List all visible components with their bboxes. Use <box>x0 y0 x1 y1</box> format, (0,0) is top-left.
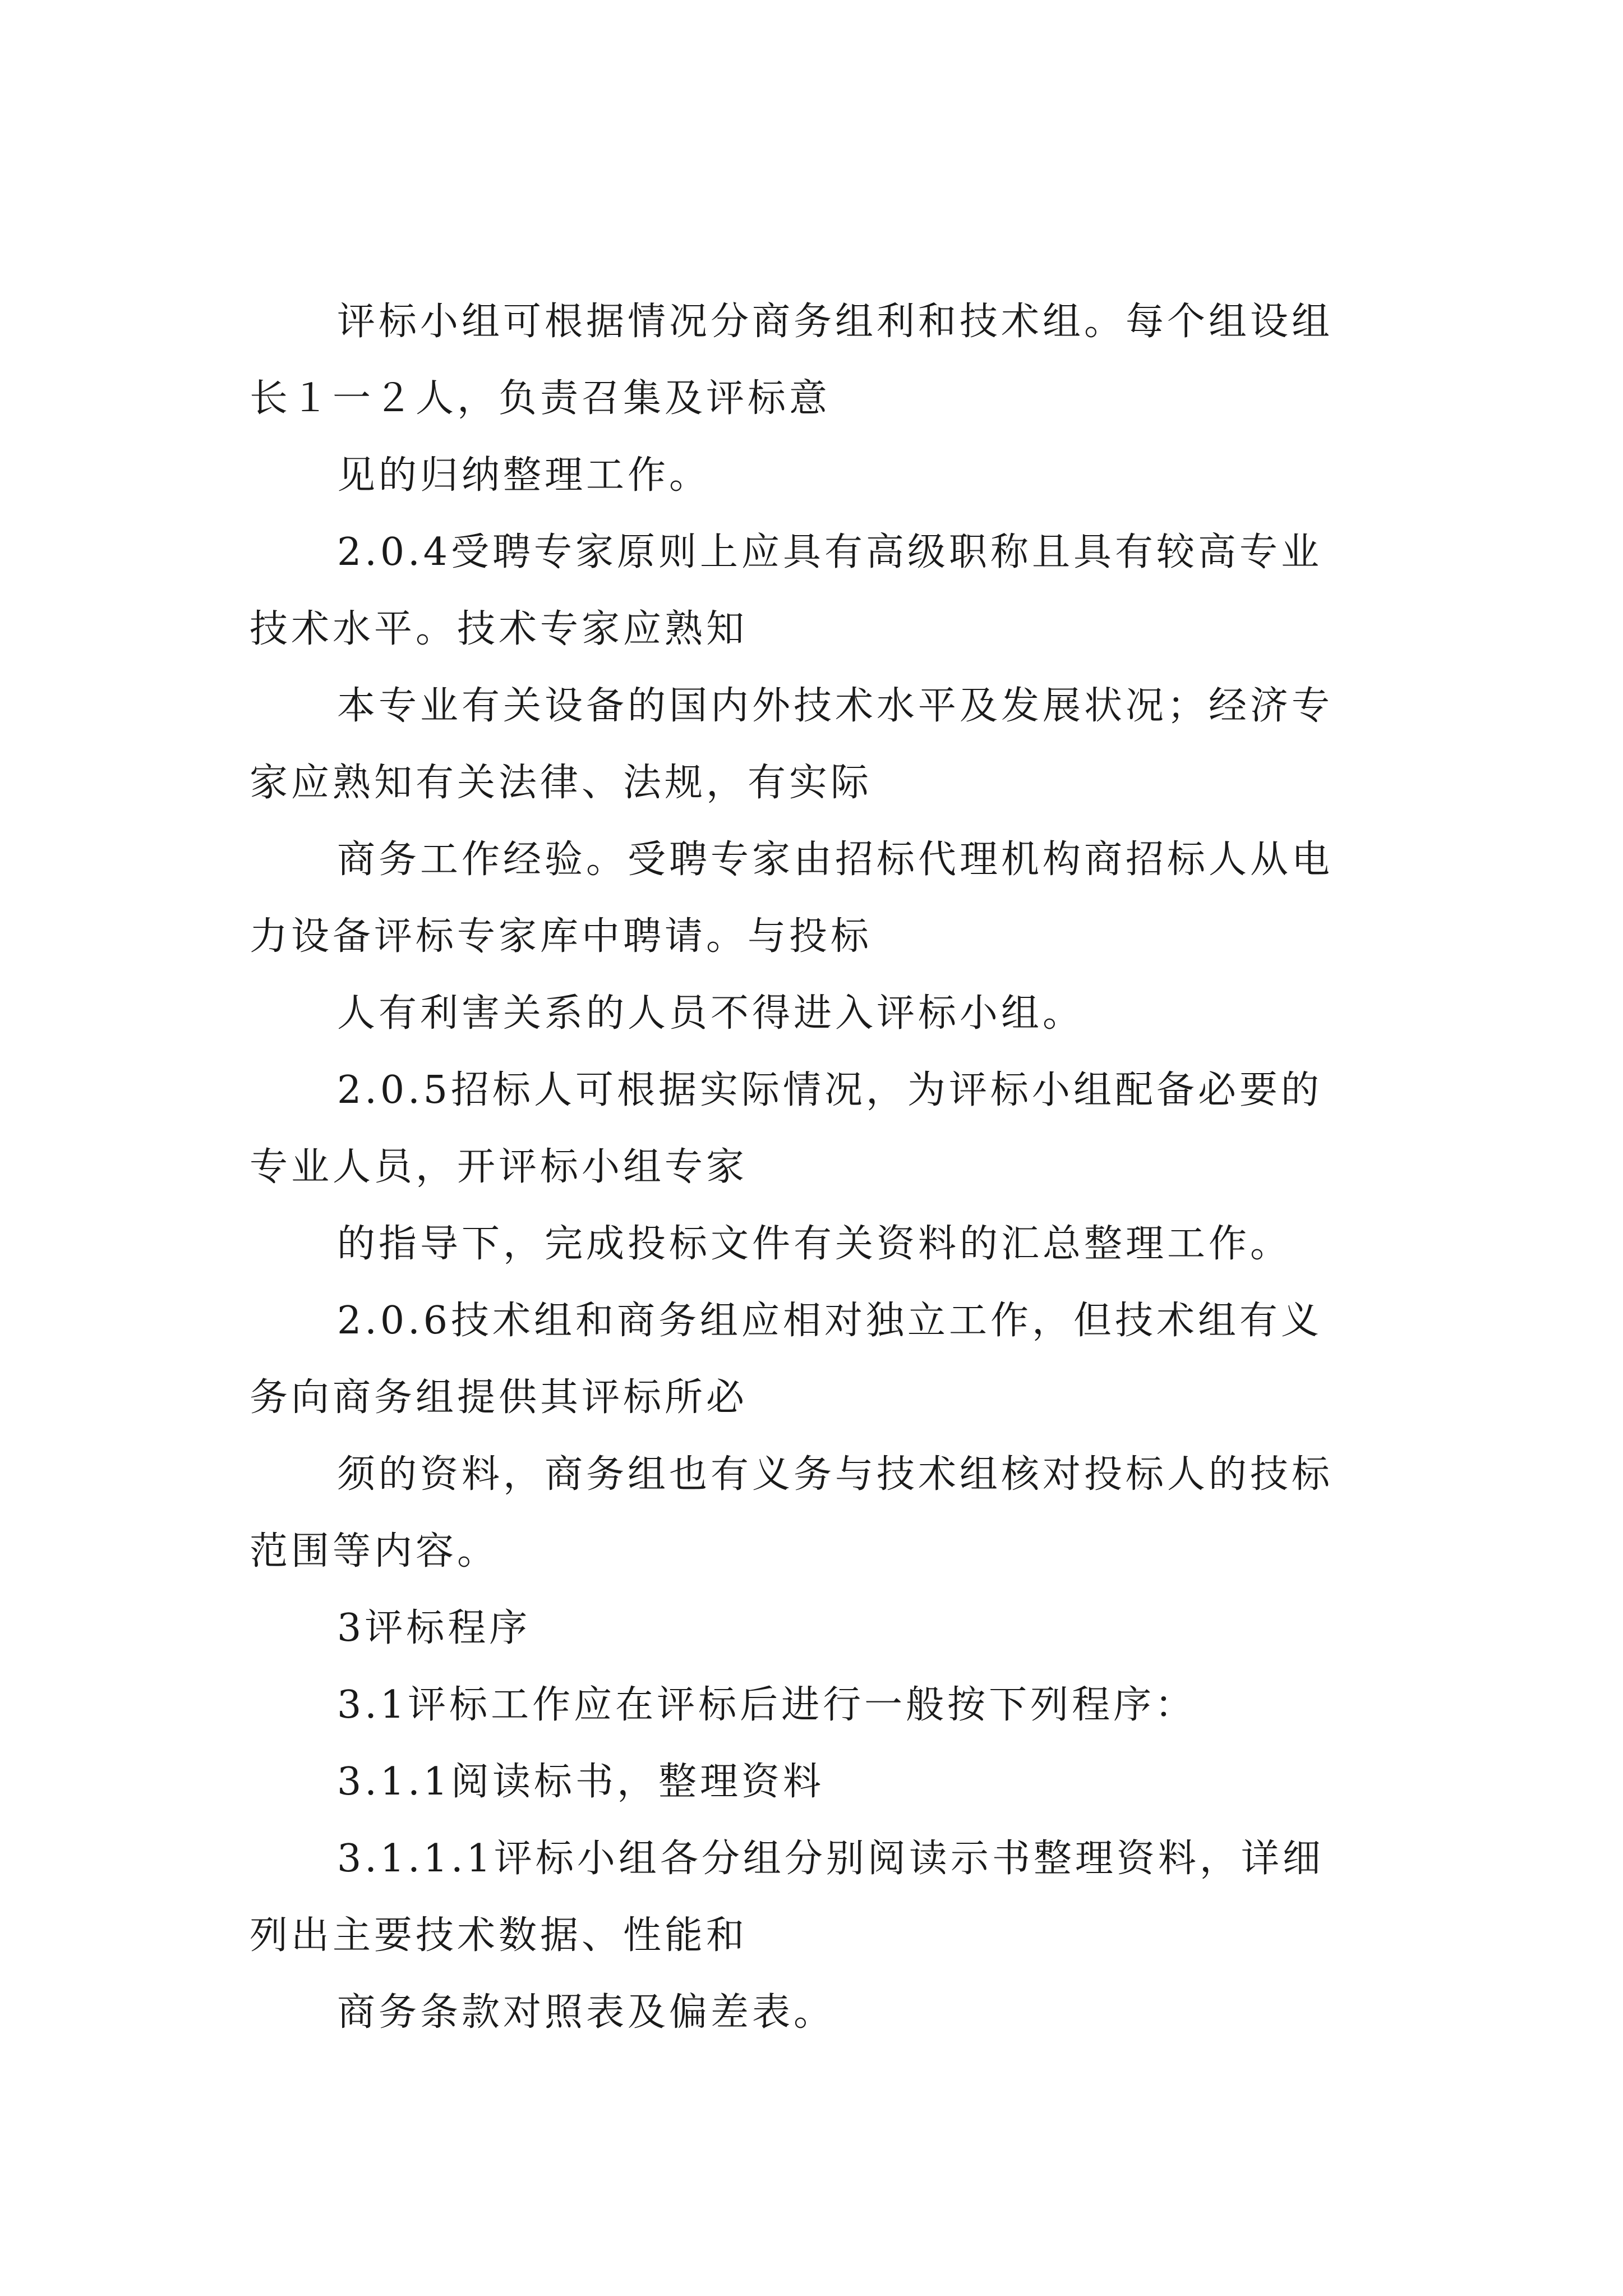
paragraph <box>250 514 1382 668</box>
paragraph-continuation-line: 力设备评标专家库中聘请。与投标 <box>250 914 873 959</box>
paragraph-continuation-line: 技术水平。技术专家应熟知 <box>250 607 748 651</box>
paragraph-first-line: 评标小组可根据情况分商务组利和技术组。每个组设组 <box>337 300 1334 344</box>
paragraph <box>250 668 1382 821</box>
paragraph-first-line: 3.1.1.1评标小组各分组分别阅读示书整理资料，详细 <box>337 1837 1324 1881</box>
paragraph-first-line: 人有利害关系的人员不得进入评标小组。 <box>337 991 1085 1036</box>
paragraph-continuation-line: 专业人员，开评标小组专家 <box>250 1145 748 1189</box>
paragraph <box>250 1820 1382 1974</box>
paragraph-first-line: 2.0.5招标人可根据实际情况，为评标小组配备必要的 <box>337 1068 1323 1112</box>
paragraph-first-line: 见的归纳整理工作。 <box>337 453 711 498</box>
paragraph-first-line: 的指导下，完成投标文件有关资料的汇总整理工作。 <box>337 1222 1292 1266</box>
paragraph <box>250 1974 1382 2051</box>
paragraph-continuation-line: 范围等内容。 <box>250 1529 499 1573</box>
paragraph-first-line: 3.1.1阅读标书，整理资料 <box>337 1760 825 1804</box>
section-heading-text: 3评标程序 <box>337 1606 531 1650</box>
paragraph <box>250 975 1382 1052</box>
paragraph <box>250 1667 1382 1743</box>
paragraph <box>250 1436 1382 1590</box>
paragraph-first-line: 本专业有关设备的国内外技术水平及发展状况；经济专 <box>337 684 1334 728</box>
paragraph-first-line: 商务条款对照表及偏差表。 <box>337 1990 836 2035</box>
section-heading <box>250 1590 1382 1667</box>
paragraph <box>250 1205 1382 1282</box>
paragraph-first-line: 3.1评标工作应在评标后进行一般按下列程序： <box>337 1683 1197 1727</box>
paragraph-continuation-line: 务向商务组提供其评标所必 <box>250 1375 748 1420</box>
paragraph <box>250 1052 1382 1205</box>
document-body <box>250 283 1382 2051</box>
paragraph-first-line: 2.0.6技术组和商务组应相对独立工作，但技术组有义 <box>337 1299 1323 1343</box>
paragraph <box>250 821 1382 975</box>
paragraph <box>250 1282 1382 1436</box>
paragraph-continuation-line: 列出主要技术数据、性能和 <box>250 1913 748 1958</box>
paragraph <box>250 437 1382 514</box>
paragraph <box>250 1743 1382 1820</box>
paragraph-continuation-line: 长１一２人，负责召集及评标意 <box>250 376 831 421</box>
paragraph-first-line: 2.0.4受聘专家原则上应具有高级职称且具有较高专业 <box>337 530 1323 574</box>
paragraph-first-line: 须的资料，商务组也有义务与技术组核对投标人的技标 <box>337 1452 1334 1497</box>
paragraph-first-line: 商务工作经验。受聘专家由招标代理机构商招标人从电 <box>337 838 1334 882</box>
paragraph-continuation-line: 家应熟知有关法律、法规，有实际 <box>250 761 873 805</box>
paragraph <box>250 283 1382 437</box>
